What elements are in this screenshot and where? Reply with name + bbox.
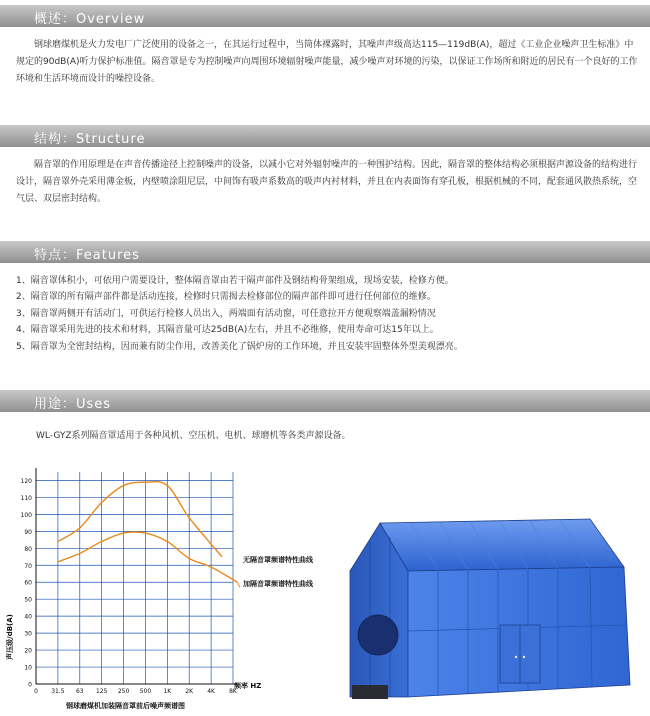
x-tick-label: 4K bbox=[207, 688, 215, 695]
chart-caption: 钢球磨煤机加装隔音罩前后噪声频谱图 bbox=[66, 702, 185, 710]
x-tick-label: 125 bbox=[95, 688, 108, 695]
structure-text: 隔音罩的作用原理是在声音传播途径上控制噪声的设备，以减小它对外辐射噪声的一种围护结构。因此，隔音罩的整体结构必须根据声源设备的结构进行设计，隔音罩外壳采用薄金板，内壁喷涂阻尼层，中间饰有吸声系数高的吸声内衬材料，并且在内表面饰有穿孔板，根据机械的不同，配套通风散热系统，空气层、双层密封结构。 bbox=[16, 160, 638, 204]
feature-item: 3、隔音罩两侧开有活动门，可供运行检修人员出入，两端面有活动窗，可任意拉开方便观察端盖漏粉情况 bbox=[16, 308, 436, 319]
x-tick-label: 1K bbox=[163, 688, 172, 695]
feature-item: 1、隔音罩体积小，可依用户需要设计，整体隔音罩由若干隔声部件及钢结构骨架组成，现场安装，检修方便。 bbox=[16, 276, 454, 286]
x-tick-label: 2K bbox=[185, 688, 194, 695]
legend-series-2: 加隔音罩频谱特性曲线 bbox=[243, 580, 313, 588]
features-list bbox=[16, 273, 640, 355]
overview-text: 钢球磨煤机是火力发电厂广泛使用的设备之一，在其运行过程中，当筒体裸露时，其噪声声级高达115—119dB(A)，超过《工业企业噪声卫生标准》中规定的90dB(A)听力保护标准值。隔音罩是专为控制噪声向周围环境辐射噪声能量，减少噪声对环境的污染，以保证工作场所和附近的居民有一个良好的工作环境和生活环境而设计的噪控设备。 bbox=[16, 40, 638, 84]
uses-title: 用途：Uses bbox=[34, 397, 112, 412]
y-tick-label: 90 bbox=[24, 528, 32, 536]
x-axis-label: 频率 HZ bbox=[234, 682, 262, 690]
y-tick-label: 80 bbox=[24, 545, 32, 553]
y-tick-label: 10 bbox=[24, 664, 32, 672]
x-tick-label: 250 bbox=[117, 688, 130, 695]
feature-item: 2、隔音罩的所有隔声部件都是活动连接，检修时只需揭去检修部位的隔声部件即可进行任何部位的维修。 bbox=[16, 292, 436, 303]
chart-grid bbox=[36, 472, 233, 684]
x-tick-label: 0 bbox=[34, 688, 38, 695]
x-tick-label: 31.5 bbox=[51, 688, 65, 695]
y-tick-label: 110 bbox=[20, 494, 32, 502]
y-tick-label: 70 bbox=[24, 562, 32, 570]
overview-header bbox=[0, 5, 650, 27]
uses-text: WL-GYZ系列隔音罩适用于各种风机、空压机、电机、球磨机等各类声源设备。 bbox=[36, 431, 351, 441]
uses-header bbox=[0, 390, 650, 412]
y-tick-label: 30 bbox=[24, 630, 32, 638]
y-tick-label: 50 bbox=[24, 596, 32, 604]
legend-leader-2 bbox=[237, 582, 240, 587]
legend-series-1: 无隔音罩频谱特性曲线 bbox=[243, 556, 313, 564]
y-tick-label: 20 bbox=[24, 647, 32, 655]
y-tick-label: 100 bbox=[20, 511, 32, 519]
enclosure-base-shadow bbox=[352, 685, 388, 699]
x-tick-label: 63 bbox=[75, 688, 84, 695]
x-tick-label: 500 bbox=[139, 688, 152, 695]
chart-axes bbox=[36, 468, 237, 684]
feature-item: 4、隔音罩采用先进的技术和材料，其隔音量可达25dB(A)左右，并且不必维修，使用寿命可达15年以上。 bbox=[16, 325, 439, 336]
overview-title: 概述：Overview bbox=[34, 12, 146, 27]
series-line-2 bbox=[58, 532, 237, 582]
y-tick-label: 40 bbox=[24, 613, 32, 621]
noise-spectrum-chart bbox=[0, 462, 345, 716]
y-tick-label: 60 bbox=[24, 579, 32, 587]
shaft-opening bbox=[358, 615, 398, 655]
x-tick-label: 8K bbox=[229, 688, 237, 695]
structure-header bbox=[0, 125, 650, 147]
structure-title: 结构：Structure bbox=[34, 132, 146, 147]
features-header bbox=[0, 241, 650, 263]
features-title: 特点：Features bbox=[34, 248, 140, 263]
series-line-1 bbox=[58, 482, 222, 557]
chart-labels bbox=[21, 478, 238, 695]
feature-item: 5、隔音罩为全密封结构，因而兼有防尘作用，改善美化了锅炉房的工作环境，并且安装牢固整体外型美观漂亮。 bbox=[16, 341, 463, 352]
y-tick-label: 120 bbox=[20, 477, 32, 485]
sound-enclosure-image bbox=[340, 515, 640, 715]
y-tick-label: 0 bbox=[28, 681, 32, 689]
y-axis-label: 声压级/dB(A) bbox=[6, 614, 14, 660]
